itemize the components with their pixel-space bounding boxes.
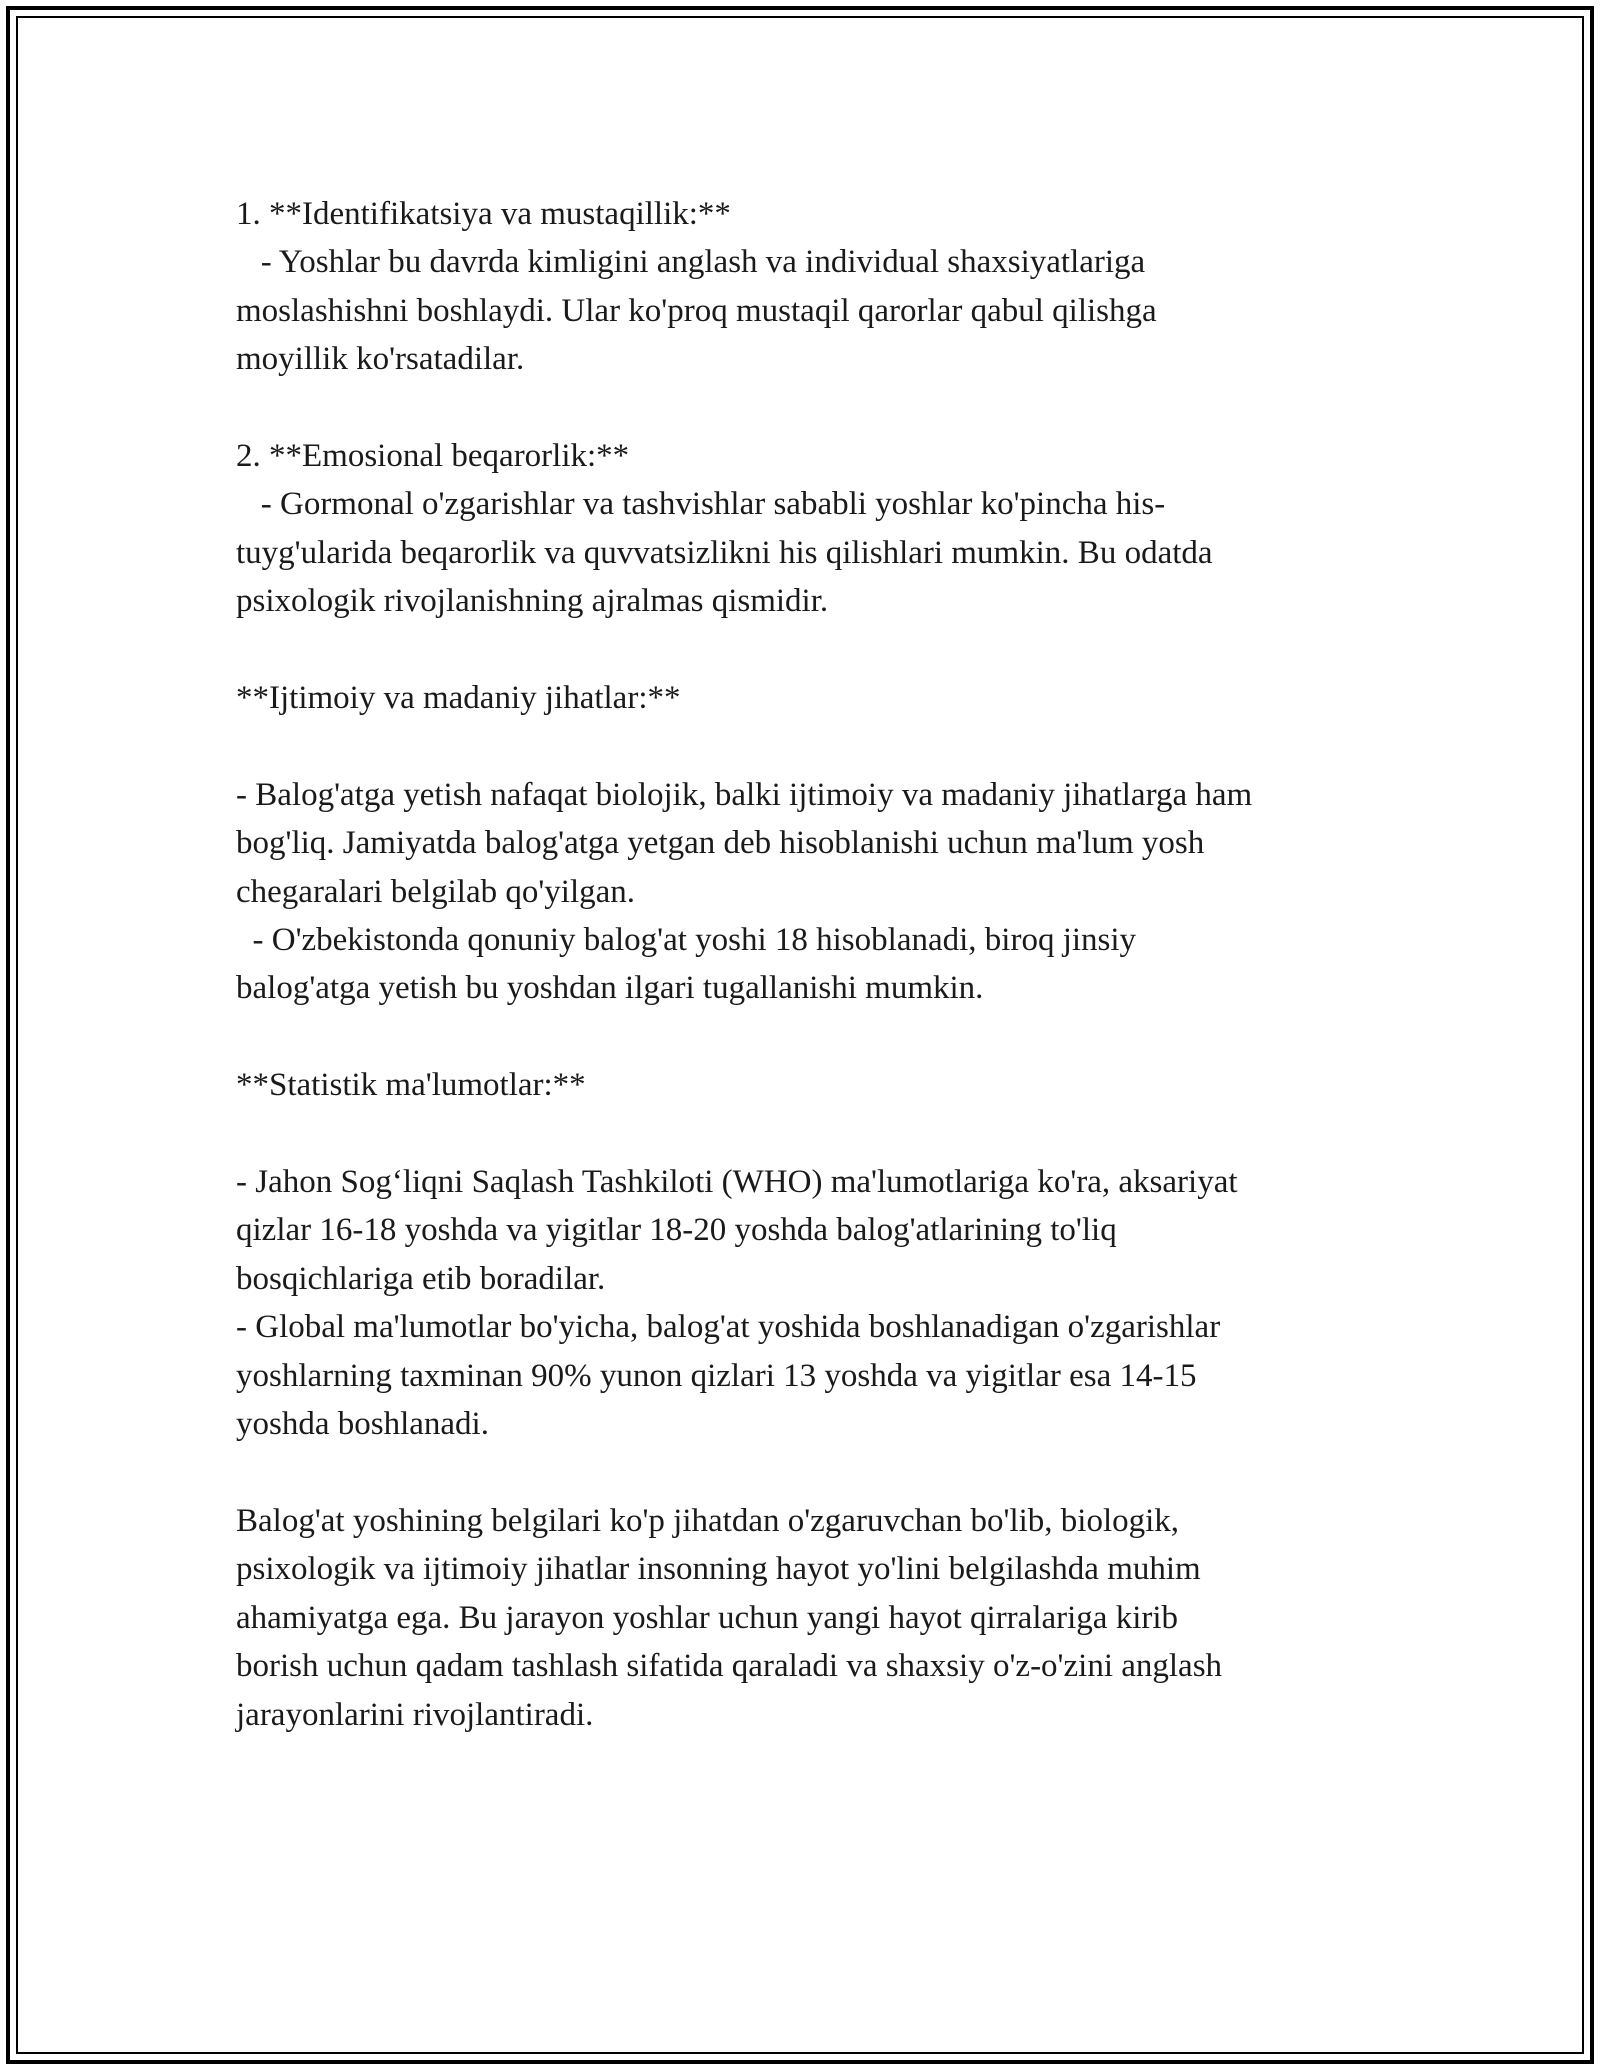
paragraph-line: yoshda boshlanadi. <box>236 1406 489 1443</box>
conclusion-line: jarayonlarini rivojlantiradi. <box>236 1696 594 1733</box>
paragraph-line: balog'atga yetish bu yoshdan ilgari tugallanishi mumkin. <box>236 970 984 1007</box>
heading-identifikatsiya: 1. **Identifikatsiya va mustaqillik:** <box>236 196 731 232</box>
heading-emosional: 2. **Emosional beqarorlik:** <box>236 438 630 475</box>
paragraph-line: bosqichlariga etib boradilar. <box>236 1260 606 1297</box>
blank-line <box>236 722 1396 770</box>
heading-statistik: **Statistik ma'lumotlar:** <box>236 1067 586 1104</box>
paragraph-line: bog'liq. Jamiyatda balog'atga yetgan deb hisoblanishi uchun ma'lum yosh <box>236 825 1205 862</box>
paragraph-line: moyillik ko'rsatadilar. <box>236 341 525 378</box>
paragraph-line: - Global ma'lumotlar bo'yicha, balog'at yoshida boshlanadigan o'zgarishlar <box>236 1309 1221 1346</box>
paragraph-line: - Jahon Sog‘liqni Saqlash Tashkiloti (WHO) ma'lumotlariga ko'ra, aksariyat <box>236 1164 1238 1201</box>
paragraph-line: psixologik rivojlanishning ajralmas qismidir. <box>236 583 829 620</box>
paragraph-line: - O'zbekistonda qonuniy balog'at yoshi 18 hisoblanadi, biroq jinsiy <box>236 922 1137 959</box>
paragraph-line: qizlar 16-18 yoshda va yigitlar 18-20 yoshda balog'atlarining to'liq <box>236 1212 1117 1249</box>
blank-line <box>236 1448 1396 1496</box>
conclusion-line: Balog'at yoshining belgilari ko'p jihatdan o'zgaruvchan bo'lib, biologik, <box>236 1502 1180 1539</box>
blank-line <box>236 626 1396 674</box>
paragraph-line: - Balog'atga yetish nafaqat biolojik, balki ijtimoiy va madaniy jihatlarga ham <box>236 776 1253 813</box>
conclusion-line: psixologik va ijtimoiy jihatlar insonning hayot yo'lini belgilashda muhim <box>236 1551 1201 1588</box>
blank-line <box>236 1013 1396 1061</box>
heading-ijtimoiy: **Ijtimoiy va madaniy jihatlar:** <box>236 680 681 717</box>
paragraph-line: tuyg'ularida beqarorlik va quvvatsizlikni his qilishlari mumkin. Bu odatda <box>236 534 1213 571</box>
paragraph-line: moslashishni boshlaydi. Ular ko'proq mustaqil qarorlar qabul qilishga <box>236 292 1157 329</box>
paragraph-line: yoshlarning taxminan 90% yunon qizlari 13 yoshda va yigitlar esa 14-15 <box>236 1357 1197 1394</box>
conclusion-line: borish uchun qadam tashlash sifatida qaraladi va shaxsiy o'z-o'zini anglash <box>236 1648 1223 1685</box>
document-body <box>236 190 1396 1739</box>
conclusion-line: ahamiyatga ega. Bu jarayon yoshlar uchun yangi hayot qirralariga kirib <box>236 1599 1179 1636</box>
blank-line <box>236 384 1396 432</box>
paragraph-line: - Gormonal o'zgarishlar va tashvishlar sababli yoshlar ko'pincha his- <box>236 486 1166 523</box>
paragraph-line: - Yoshlar bu davrda kimligini anglash va individual shaxsiyatlariga <box>236 244 1146 281</box>
paragraph-line: chegaralari belgilab qo'yilgan. <box>236 873 636 910</box>
blank-line <box>236 1110 1396 1158</box>
